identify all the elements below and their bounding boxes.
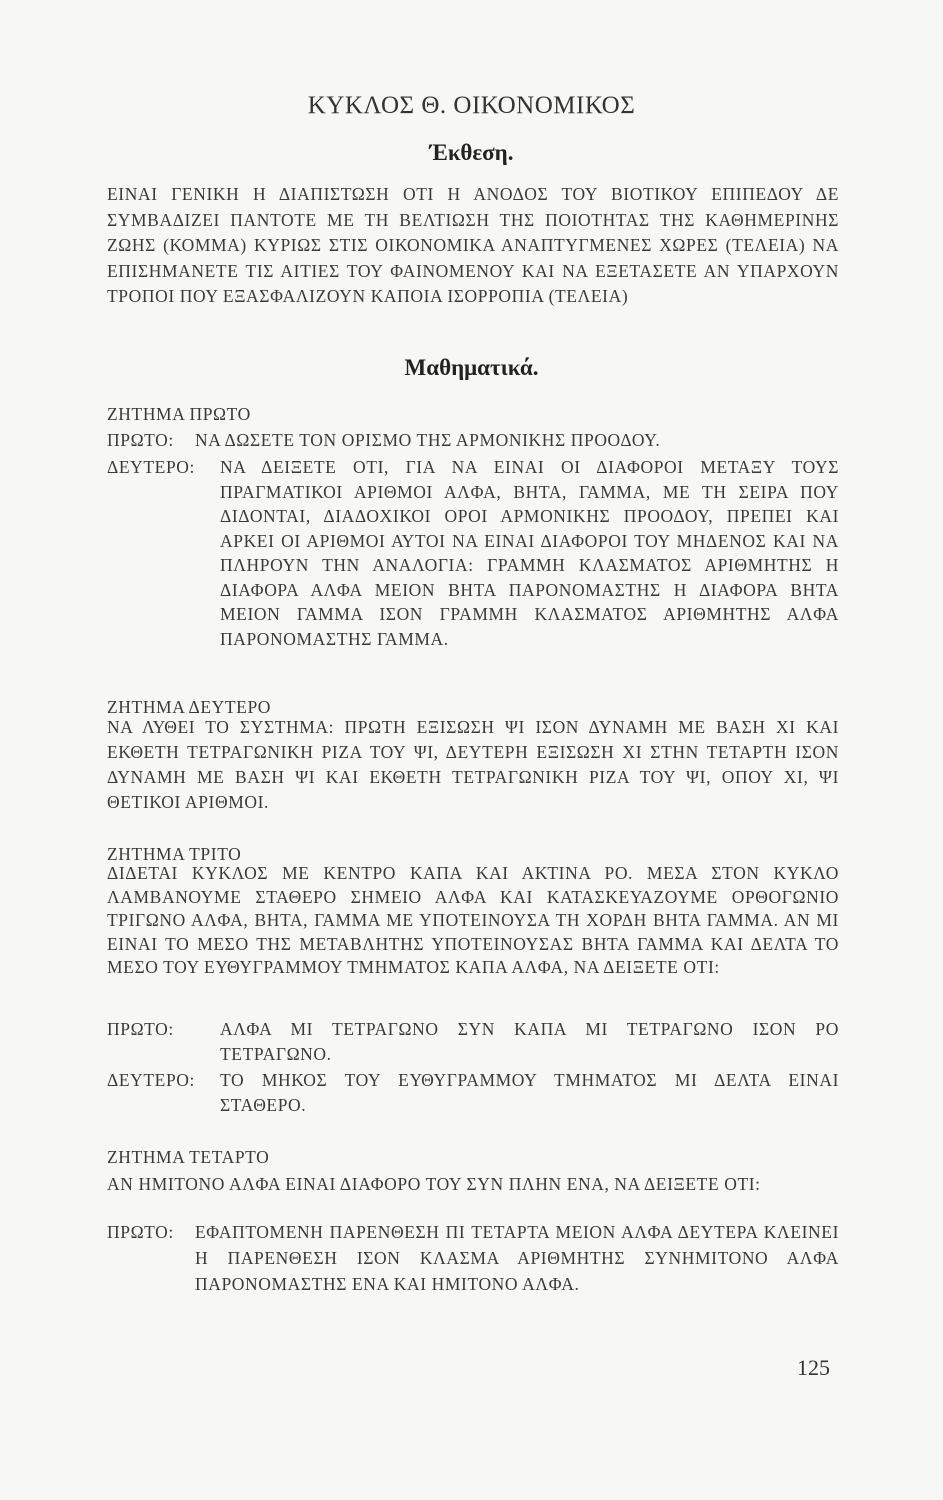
question-1-part-2 xyxy=(107,455,839,651)
part-text: ΕΦΑΠΤΟΜΕΝΗ ΠΑΡΕΝΘΕΣΗ ΠΙ ΤΕΤΑΡΤΑ ΜΕΙΟΝ ΑΛΦΑ ΔΕΥΤΕΡΑ ΚΛΕΙΝΕΙ Η ΠΑΡΕΝΘΕΣΗ ΙΣΟΝ ΚΛΑΣΜΑ ΑΡΙΘΜΗΤΗΣ ΣΥΝΗΜΙΤΟΝΟ ΑΛΦΑ ΠΑΡΟΝΟΜΑΣΤΗΣ ΕΝΑ ΚΑΙ ΗΜΙΤΟΝΟ ΑΛΦΑ. xyxy=(195,1222,839,1294)
question-1-title: ΖΗΤΗΜΑ ΠΡΩΤΟ xyxy=(107,404,251,424)
part-text: ΝΑ ΔΕΙΞΕΤΕ ΟΤΙ, ΓΙΑ ΝΑ ΕΙΝΑΙ ΟΙ ΔΙΑΦΟΡΟΙ ΜΕΤΑΞΥ ΤΟΥΣ ΠΡΑΓΜΑΤΙΚΟΙ ΑΡΙΘΜΟΙ ΑΛΦΑ, ΒΗΤΑ, ΓΑΜΜΑ, ΜΕ ΤΗ ΣΕΙΡΑ ΠΟΥ ΔΙΔΟΝΤΑΙ, ΔΙΑΔΟΧΙΚΟΙ ΟΡΟΙ ΑΡΜΟΝΙΚΗΣ ΠΡΟΟΔΟΥ, ΠΡΕΠΕΙ ΚΑΙ ΑΡΚΕΙ ΟΙ ΑΡΙΘΜΟΙ ΑΥΤΟΙ ΝΑ ΕΙΝΑΙ ΔΙΑΦΟΡΟΙ ΤΟΥ ΜΗΔΕΝΟΣ ΚΑΙ ΝΑ ΠΛΗΡΟΥΝ ΤΗΝ ΑΝΑΛΟΓΙΑ: ΓΡΑΜΜΗ ΚΛΑΣΜΑΤΟΣ ΑΡΙΘΜΗΤΗΣ Η ΔΙΑΦΟΡΑ ΑΛΦΑ ΜΕΙΟΝ ΒΗΤΑ ΠΑΡΟΝΟΜΑΣΤΗΣ Η ΔΙΑΦΟΡΑ ΒΗΤΑ ΜΕΙΟΝ ΓΑΜΜΑ ΙΣΟΝ ΓΡΑΜΜΗ ΚΛΑΣΜΑΤΟΣ ΑΡΙΘΜΗΤΗΣ ΑΛΦΑ ΠΑΡΟΝΟΜΑΣΤΗΣ ΓΑΜΜΑ. xyxy=(220,457,839,649)
part-label: ΠΡΩΤΟ: xyxy=(107,1222,174,1242)
section-heading-math: Μαθηματικά. xyxy=(404,355,539,380)
question-4-text: ΑΝ ΗΜΙΤΟΝΟ ΑΛΦΑ ΕΙΝΑΙ ΔΙΑΦΟΡΟ ΤΟΥ ΣΥΝ ΠΛΗΝ ΕΝΑ, ΝΑ ΔΕΙΞΕΤΕ ΟΤΙ: xyxy=(107,1174,761,1194)
question-3-part-2 xyxy=(107,1068,839,1118)
part-text: ΤΟ ΜΗΚΟΣ ΤΟΥ ΕΥΘΥΓΡΑΜΜΟΥ ΤΜΗΜΑΤΟΣ ΜΙ ΔΕΛΤΑ ΕΙΝΑΙ ΣΤΑΘΕΡΟ. xyxy=(220,1070,839,1115)
question-4-part-1 xyxy=(107,1219,839,1297)
question-3-title: ΖΗΤΗΜΑ ΤΡΙΤΟ xyxy=(107,844,242,864)
part-label: ΔΕΥΤΕΡΟ: xyxy=(107,457,195,477)
question-3-part-1 xyxy=(107,1017,839,1067)
question-1-part-1 xyxy=(107,428,839,453)
question-2-title: ΖΗΤΗΜΑ ΔΕΥΤΕΡΟ xyxy=(107,697,272,717)
page-number: 125 xyxy=(797,1355,830,1380)
page-title: ΚΥΚΛΟΣ Θ. ΟΙΚΟΝΟΜΙΚΟΣ xyxy=(307,92,636,119)
part-text: ΝΑ ΔΩΣΕΤΕ ΤΟΝ ΟΡΙΣΜΟ ΤΗΣ ΑΡΜΟΝΙΚΗΣ ΠΡΟΟΔΟΥ. xyxy=(195,430,661,450)
part-label: ΔΕΥΤΕΡΟ: xyxy=(107,1070,195,1090)
question-4-title: ΖΗΤΗΜΑ ΤΕΤΑΡΤΟ xyxy=(107,1147,270,1167)
section-heading-essay: Έκθεση. xyxy=(429,140,514,165)
essay-paragraph: ΕΙΝΑΙ ΓΕΝΙΚΗ Η ΔΙΑΠΙΣΤΩΣΗ ΟΤΙ Η ΑΝΟΔΟΣ ΤΟΥ ΒΙΟΤΙΚΟΥ ΕΠΙΠΕΔΟΥ ΔΕ ΣΥΜΒΑΔΙΖΕΙ ΠΑΝΤΟΤΕ ΜΕ ΤΗ ΒΕΛΤΙΩΣΗ ΤΗΣ ΠΟΙΟΤΗΤΑΣ ΤΗΣ ΚΑΘΗΜΕΡΙΝΗΣ ΖΩΗΣ (ΚΟΜΜΑ) ΚΥΡΙΩΣ ΣΤΙΣ ΟΙΚΟΝΟΜΙΚΑ ΑΝΑΠΤΥΓΜΕΝΕΣ ΧΩΡΕΣ (ΤΕΛΕΙΑ) ΝΑ ΕΠΙΣΗΜΑΝΕΤΕ ΤΙΣ ΑΙΤΙΕΣ ΤΟΥ ΦΑΙΝΟΜΕΝΟΥ ΚΑΙ ΝΑ ΕΞΕΤΑΣΕΤΕ ΑΝ ΥΠΑΡΧΟΥΝ ΤΡΟΠΟΙ ΠΟΥ ΕΞΑΣΦΑΛΙΖΟΥΝ ΚΑΠΟΙΑ ΙΣΟΡΡΟΠΙΑ (ΤΕΛΕΙΑ) xyxy=(107,184,839,306)
part-label: ΠΡΩΤΟ: xyxy=(107,430,174,450)
question-3-text: ΔΙΔΕΤΑΙ ΚΥΚΛΟΣ ΜΕ ΚΕΝΤΡΟ ΚΑΠΑ ΚΑΙ ΑΚΤΙΝΑ ΡΟ. ΜΕΣΑ ΣΤΟΝ ΚΥΚΛΟ ΛΑΜΒΑΝΟΥΜΕ ΣΤΑΘΕΡΟ ΣΗΜΕΙΟ ΑΛΦΑ ΚΑΙ ΚΑΤΑΣΚΕΥΑΖΟΥΜΕ ΟΡΘΟΓΩΝΙΟ ΤΡΙΓΩΝΟ ΑΛΦΑ, ΒΗΤΑ, ΓΑΜΜΑ ΜΕ ΥΠΟΤΕΙΝΟΥΣΑ ΤΗ ΧΟΡΔΗ ΒΗΤΑ ΓΑΜΜΑ. ΑΝ ΜΙ ΕΙΝΑΙ ΤΟ ΜΕΣΟ ΤΗΣ ΜΕΤΑΒΛΗΤΗΣ ΥΠΟΤΕΙΝΟΥΣΑΣ ΒΗΤΑ ΓΑΜΜΑ ΚΑΙ ΔΕΛΤΑ ΤΟ ΜΕΣΟ ΤΟΥ ΕΥΘΥΓΡΑΜΜΟΥ ΤΜΗΜΑΤΟΣ ΚΑΠΑ ΑΛΦΑ, ΝΑ ΔΕΙΞΕΤΕ ΟΤΙ: xyxy=(107,863,839,977)
question-2-text: ΝΑ ΛΥΘΕΙ ΤΟ ΣΥΣΤΗΜΑ: ΠΡΩΤΗ ΕΞΙΣΩΣΗ ΨΙ ΙΣΟΝ ΔΥΝΑΜΗ ΜΕ ΒΑΣΗ ΧΙ ΚΑΙ ΕΚΘΕΤΗ ΤΕΤΡΑΓΩΝΙΚΗ ΡΙΖΑ ΤΟΥ ΨΙ, ΔΕΥΤΕΡΗ ΕΞΙΣΩΣΗ ΧΙ ΣΤΗΝ ΤΕΤΑΡΤΗ ΙΣΟΝ ΔΥΝΑΜΗ ΜΕ ΒΑΣΗ ΨΙ ΚΑΙ ΕΚΘΕΤΗ ΤΕΤΡΑΓΩΝΙΚΗ ΡΙΖΑ ΤΟΥ ΨΙ, ΟΠΟΥ ΧΙ, ΨΙ ΘΕΤΙΚΟΙ ΑΡΙΘΜΟΙ. xyxy=(107,717,839,812)
part-text: ΑΛΦΑ ΜΙ ΤΕΤΡΑΓΩΝΟ ΣΥΝ ΚΑΠΑ ΜΙ ΤΕΤΡΑΓΩΝΟ ΙΣΟΝ ΡΟ ΤΕΤΡΑΓΩΝΟ. xyxy=(220,1019,839,1064)
part-label: ΠΡΩΤΟ: xyxy=(107,1019,174,1039)
